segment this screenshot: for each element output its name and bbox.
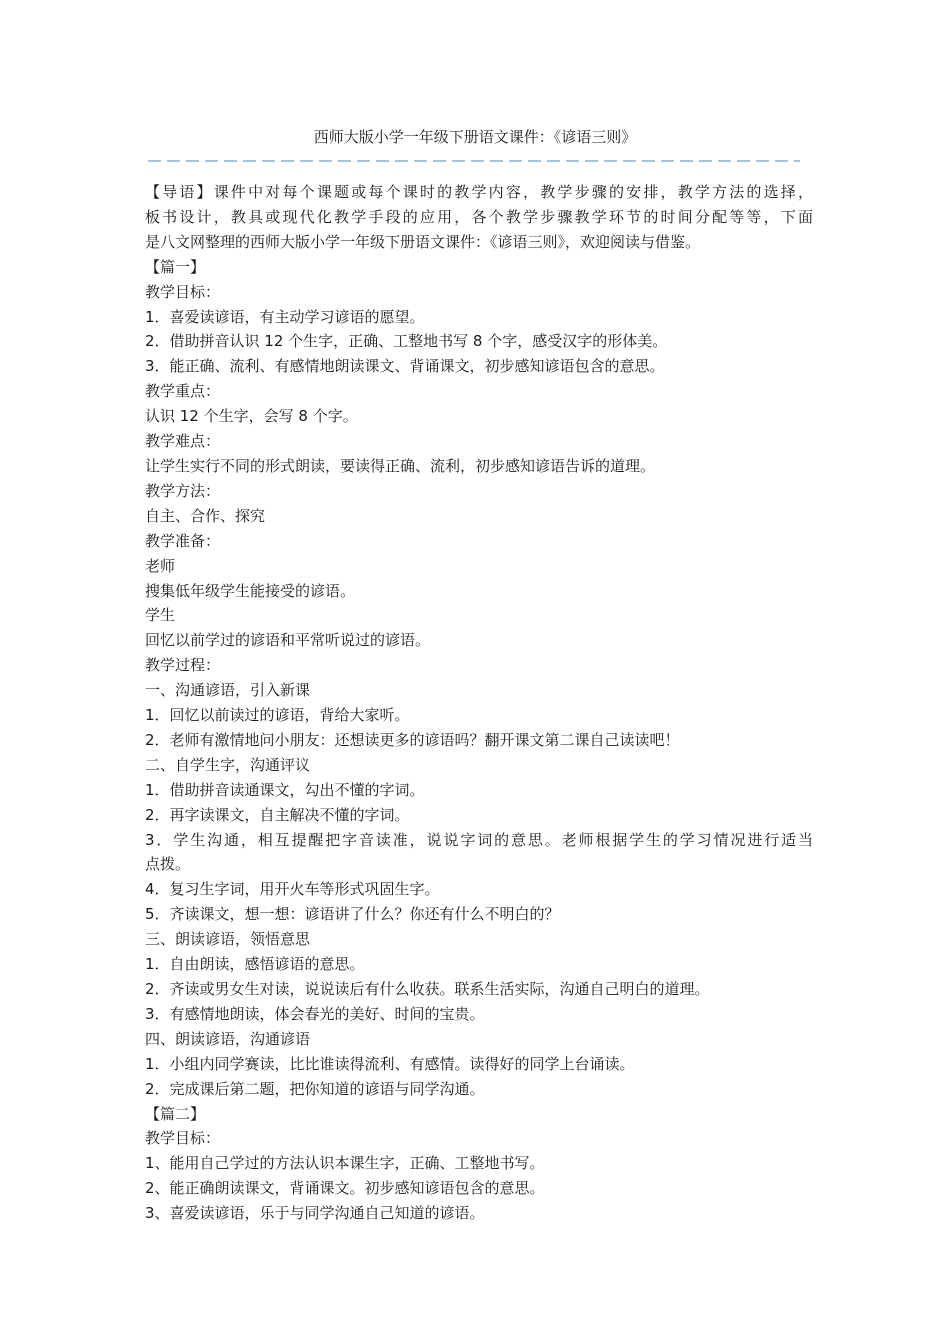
- label-key-points: 教学重点：: [145, 382, 221, 401]
- intro-line-1: 【导语】课件中对每个课题或每个课时的教学内容，教学步骤的安排，教学方法的选择，: [145, 183, 813, 201]
- document-title: 西师大版小学一年级下册语文课件：《谚语三则》: [313, 128, 637, 146]
- process-item: 1．小组内同学赛读，比比谁读得流利、有感情。读得好的同学上台诵读。: [145, 1054, 635, 1073]
- process-item: 4．复习生字词，用开火车等形式巩固生字。: [145, 880, 440, 899]
- difficulties-text: 让学生实行不同的形式朗读，要读得正确、流利，初步感知谚语告诉的道理。: [145, 456, 656, 475]
- process-item: 2．完成课后第二题，把你知道的谚语与同学沟通。: [145, 1079, 485, 1098]
- process-item: 2．齐读或男女生对读，说说读后有什么收获。联系生活实际，沟通自己明白的道理。: [145, 980, 710, 998]
- intro-line-2: 板书设计，教具或现代化教学手段的应用，各个教学步骤教学环节的时间分配等等，下面: [145, 207, 813, 226]
- objective-item: 3、喜爱读谚语，乐于与同学沟通自己知道的谚语。: [145, 1204, 485, 1223]
- objective-item: 2．借助拼音认识 12 个生字，正确、工整地书写 8 个字，感受汉字的形体美。: [145, 332, 668, 351]
- key-points-text: 认识 12 个生字，会写 8 个字。: [145, 407, 358, 426]
- methods-text: 自主、合作、探究: [145, 506, 266, 525]
- process-item: 1．借助拼音读通课文，勾出不懂的字词。: [145, 780, 425, 799]
- process-item: 1．自由朗读，感悟谚语的意思。: [145, 955, 365, 974]
- process-item: 2．老师有激情地问小朋友：还想读更多的谚语吗？翻开课文第二课自己读读吧！: [145, 730, 680, 749]
- document-body: [145, 180, 813, 1226]
- label-preparation: 教学准备：: [145, 531, 221, 550]
- process-step-heading: 三、朗读谚语，领悟意思: [145, 930, 311, 949]
- process-item-wrapped-2: 点拨。: [145, 855, 191, 874]
- process-item: 2．再字读课文，自主解决不懂的字词。: [145, 805, 410, 824]
- preparation-student: 学生: [145, 606, 176, 625]
- objective-item: 2、能正确朗读课文，背诵课文。初步感知谚语包含的意思。: [145, 1179, 545, 1198]
- process-step-heading: 一、沟通谚语，引入新课: [145, 681, 311, 700]
- preparation-teacher-text: 搜集低年级学生能接受的谚语。: [145, 581, 356, 600]
- process-item: 5．齐读课文，想一想：谚语讲了什么？你还有什么不明白的？: [145, 905, 560, 924]
- intro-line-3: 是八文网整理的西师大版小学一年级下册语文课件：《谚语三则》，欢迎阅读与借鉴。: [145, 232, 701, 251]
- label-objectives: 教学目标：: [145, 1129, 221, 1148]
- label-objectives: 教学目标：: [145, 282, 221, 301]
- process-step-heading: 四、朗读谚语，沟通谚语: [145, 1029, 311, 1048]
- label-difficulties: 教学难点：: [145, 432, 221, 451]
- preparation-teacher: 老师: [145, 556, 176, 575]
- process-item-wrapped-1: 3．学生沟通，相互提醒把字音读准，说说字词的意思。老师根据学生的学习情况进行适当: [145, 830, 813, 849]
- process-step-heading: 二、自学生字，沟通评议: [145, 755, 311, 774]
- label-process: 教学过程：: [145, 656, 221, 675]
- title-divider: [148, 160, 800, 162]
- process-item: 3．有感情地朗读，体会春光的美好、时间的宝贵。: [145, 1004, 485, 1023]
- process-item: 1．回忆以前读过的谚语，背给大家听。: [145, 706, 410, 725]
- objective-item: 1、能用自己学过的方法认识本课生字，正确、工整地书写。: [145, 1154, 545, 1173]
- section-heading-1: 【篇一】: [145, 257, 206, 276]
- section-heading-2: 【篇二】: [145, 1104, 206, 1123]
- objective-item: 3．能正确、流利、有感情地朗读课文、背诵课文，初步感知谚语包含的意思。: [145, 357, 665, 376]
- objective-item: 1．喜爱读谚语，有主动学习谚语的愿望。: [145, 307, 425, 326]
- label-methods: 教学方法：: [145, 481, 221, 500]
- preparation-student-text: 回忆以前学过的谚语和平常听说过的谚语。: [145, 631, 431, 650]
